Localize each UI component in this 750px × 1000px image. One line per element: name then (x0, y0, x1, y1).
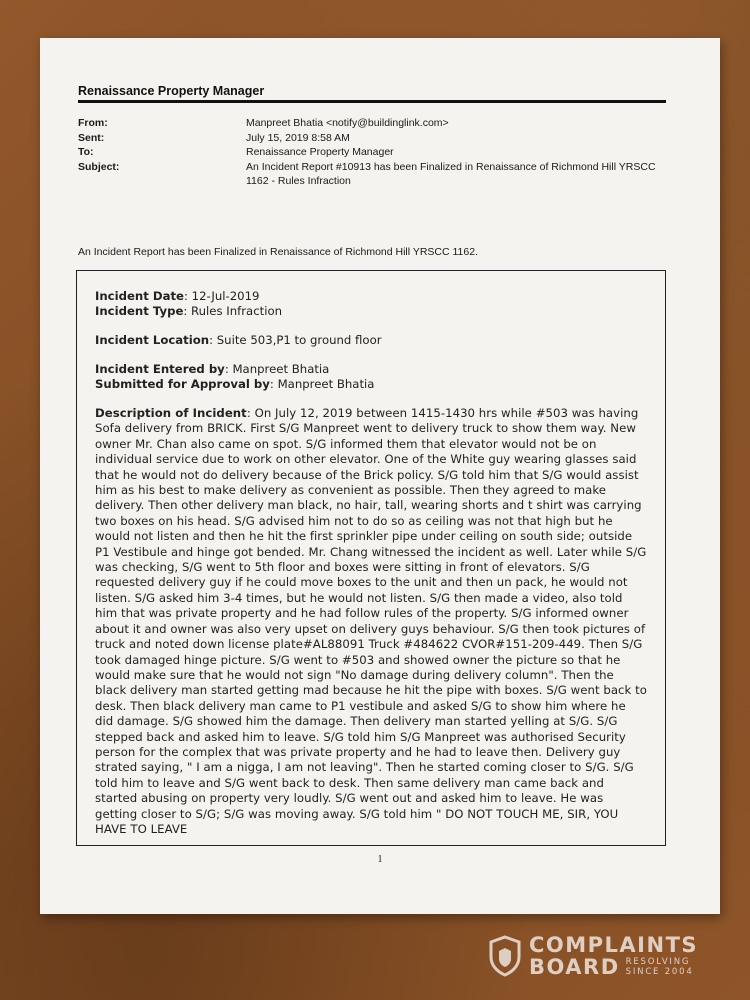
incident-location-label: Incident Location (95, 333, 210, 347)
watermark-tag1: RESOLVING (625, 957, 691, 967)
watermark-line2: BOARD (529, 955, 620, 979)
watermark-text (529, 934, 698, 978)
incident-description-label: Description of Incident (95, 406, 247, 420)
incident-type-value: : Rules Infraction (183, 304, 283, 318)
incident-entered-value: : Manpreet Bhatia (224, 362, 330, 376)
watermark-line2-row (529, 956, 698, 978)
spacer (95, 319, 647, 333)
watermark-tag2: SINCE 2004 (625, 967, 694, 977)
incident-approval-line (95, 377, 647, 392)
subject-value: An Incident Report #10913 has been Finalized in Renaissance of Richmond Hill YRSCC 1162 - Rules Infraction (246, 160, 656, 187)
document-header-title: Renaissance Property Manager (78, 84, 666, 103)
shield-logo-icon (488, 935, 522, 977)
incident-description-value: : On July 12, 2019 between 1415-1430 hrs while #503 was having Sofa delivery from BRICK. First S/G Manpreet went to delivery truck to show them way. New owner Mr. Chan also came on spot. S/G informed them that elevator would not be on individual service due to work on other elevator. One of the White guy wearing glasses said that he would not do delivery because of the Brick policy. S/G told him that S/G would assist him as his best to make delivery as convenient as possible. Then they agreed to make delivery. Then other delivery man black, no hair, tall, wearing shorts and t shirt was carrying two boxes on his head. S/G advised him not to do so as ceiling was not that high but he would not listen and then he hit the first sprinkler pipe under ceiling on south side; outside P1 Vestibule and hinge got bended. Mr. Chang witnessed the incident as well. Later while S/G was checking, S/G went to 5th floor and boxes were sitting in front of elevators. S/G requested delivery guy if he could move boxes to the unit and then un pack, he would not listen. S/G asked him 3-4 times, but he would not listen. S/G then made a video, also told him that was private property and he had follow rules of the property. S/G informed owner about it and owner was also very upset on delivery guys behaviour. S/G then took pictures of truck and noted down license plate#AL88091 Truck #484622 CVOR#151-209-449. Then S/G took damaged hinge picture. S/G went to #503 and showed owner the picture so that he would make sure that he would not sign "No damage during delivery column". Then the black delivery man started getting mad because he hit the pipe with boxes. S/G went back to desk. Then black delivery man came to P1 vestibule and asked S/G to show him where he did damage. S/G showed him the damage. Then delivery man started yelling at S/G. S/G stepped back and asked him to leave. S/G told him S/G Manpreet was authorised Security person for the complex that was private property and he had to leave then. Delivery guy strated saying, " I am a nigga, I am not leaving". Then he started coming closer to S/G. S/G told him to leave and S/G went back to desk. Then same delivery man came back and started abusing on property very loudly. S/G went out and asked him to leave. He was getting closer to S/G; S/G was moving away. S/G told him " DO NOT TOUCH ME, SIR, YOU HAVE TO LEAVE (95, 406, 647, 836)
meta-from-row (78, 116, 678, 131)
incident-entered-label: Incident Entered by (95, 362, 225, 376)
incident-description (95, 406, 647, 837)
incident-date-line (95, 289, 647, 304)
document-page (40, 38, 720, 914)
from-value: Manpreet Bhatia <notify@buildinglink.com> (246, 117, 449, 129)
spacer (95, 348, 647, 362)
incident-entered-line (95, 362, 647, 377)
watermark-line1: COMPLAINTS (529, 933, 699, 957)
incident-location-line (95, 333, 647, 348)
page-number: 1 (377, 854, 383, 865)
intro-text: An Incident Report has been Finalized in Renaissance of Richmond Hill YRSCC 1162. (78, 246, 478, 258)
incident-date-value: : 12-Jul-2019 (183, 289, 260, 303)
to-value: Renaissance Property Manager (246, 146, 394, 158)
sent-label: Sent: (78, 131, 105, 144)
subject-label: Subject: (78, 160, 120, 173)
watermark-tagline (626, 957, 694, 977)
complaintsboard-watermark (488, 934, 698, 978)
incident-type-line (95, 304, 647, 319)
incident-approval-label: Submitted for Approval by (95, 377, 270, 391)
meta-to-row (78, 145, 678, 160)
meta-sent-row (78, 131, 678, 146)
incident-location-value: : Suite 503,P1 to ground floor (209, 333, 382, 347)
incident-date-label: Incident Date (95, 289, 184, 303)
meta-subject-row (78, 160, 678, 189)
from-label: From: (78, 117, 108, 129)
incident-approval-value: : Manpreet Bhatia (269, 377, 375, 391)
sent-value: July 15, 2019 8:58 AM (246, 131, 350, 144)
incident-type-label: Incident Type (95, 304, 184, 318)
incident-report-box (76, 270, 666, 846)
email-meta (78, 116, 678, 189)
to-label: To: (78, 146, 94, 158)
spacer (95, 392, 647, 406)
